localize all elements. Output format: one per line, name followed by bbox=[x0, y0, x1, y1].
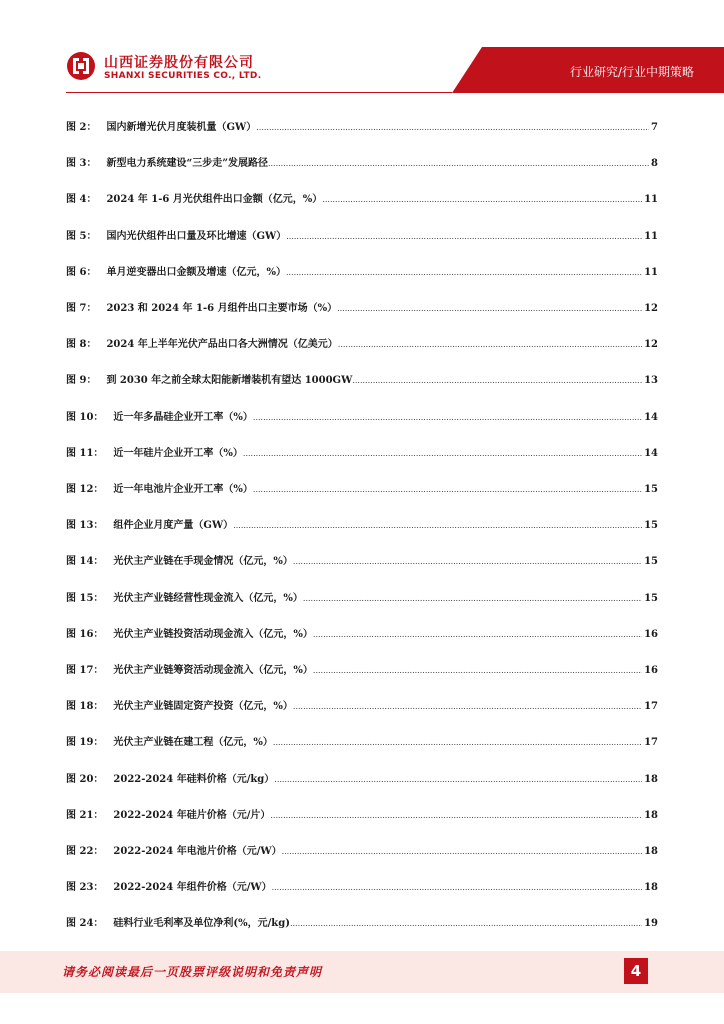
page-header bbox=[0, 0, 724, 100]
figure-title: 2022-2024 年硅料价格（元/kg） bbox=[113, 773, 275, 785]
dot-leader bbox=[233, 521, 642, 530]
toc-entry[interactable] bbox=[66, 299, 658, 319]
figure-number: 图 14： bbox=[66, 556, 104, 568]
figure-title: 到 2030 年之前全球太阳能新增装机有望达 1000GW bbox=[106, 375, 353, 387]
figure-number: 图 24： bbox=[66, 918, 104, 930]
figure-number: 图 4： bbox=[66, 194, 97, 206]
figure-number: 图 13： bbox=[66, 520, 104, 532]
figure-page-number: 8 bbox=[651, 158, 658, 170]
dot-leader bbox=[286, 268, 642, 277]
figure-title: 近一年多晶硅企业开工率（%） bbox=[113, 411, 253, 423]
toc-entry[interactable] bbox=[66, 878, 658, 898]
toc-entry[interactable] bbox=[66, 770, 658, 790]
toc-entry[interactable] bbox=[66, 227, 658, 247]
figure-page-number: 15 bbox=[644, 556, 658, 568]
figure-number: 图 12： bbox=[66, 484, 104, 495]
toc-entry[interactable] bbox=[66, 589, 658, 609]
dot-leader bbox=[313, 666, 642, 675]
toc-entry[interactable] bbox=[66, 154, 658, 174]
figure-page-number: 17 bbox=[644, 701, 658, 713]
figure-page-number: 13 bbox=[644, 375, 658, 387]
figure-number: 图 19： bbox=[66, 737, 104, 749]
dot-leader bbox=[293, 557, 642, 566]
figure-page-number: 15 bbox=[644, 592, 658, 604]
figure-page-number: 11 bbox=[644, 266, 658, 278]
figure-title: 新型电力系统建设“三步走”发展路径 bbox=[106, 158, 268, 170]
toc-entry[interactable] bbox=[66, 516, 658, 536]
toc-entry[interactable] bbox=[66, 914, 658, 934]
figure-number: 图 3： bbox=[66, 158, 97, 170]
dot-leader bbox=[322, 195, 642, 204]
dot-leader bbox=[313, 630, 642, 639]
dot-leader bbox=[337, 304, 642, 313]
dot-leader bbox=[253, 413, 642, 422]
toc-entry[interactable] bbox=[66, 335, 658, 355]
figure-number: 图 22： bbox=[66, 846, 104, 857]
figure-page-number: 12 bbox=[644, 339, 658, 351]
figure-title: 光伏主产业链在手现金情况（亿元，%） bbox=[113, 556, 293, 568]
company-name-cn: 山西证券股份有限公司 bbox=[104, 55, 254, 71]
figure-page-number: 18 bbox=[644, 846, 658, 857]
company-name-en: SHANXI SECURITIES CO., LTD. bbox=[104, 71, 262, 81]
toc-entry[interactable] bbox=[66, 118, 658, 138]
dot-leader bbox=[282, 847, 642, 856]
figure-number: 图 2： bbox=[66, 122, 97, 133]
figure-title: 光伏主产业链经营性现金流入（亿元，%） bbox=[113, 592, 303, 604]
dot-leader bbox=[243, 449, 642, 458]
page-number: 4 bbox=[624, 958, 648, 984]
figure-page-number: 11 bbox=[644, 194, 658, 206]
figure-title: 近一年硅片企业开工率（%） bbox=[113, 447, 243, 459]
toc-entry[interactable] bbox=[66, 806, 658, 826]
figure-title: 2022-2024 年组件价格（元/W） bbox=[113, 882, 272, 894]
figure-page-number: 12 bbox=[644, 303, 658, 314]
figure-title: 2024 年 1-6 月光伏组件出口金额（亿元，%） bbox=[106, 194, 323, 206]
dot-leader bbox=[352, 376, 642, 385]
figure-number: 图 17： bbox=[66, 665, 104, 676]
dot-leader bbox=[338, 340, 642, 349]
toc-entry[interactable] bbox=[66, 444, 658, 464]
figure-title: 单月逆变器出口金额及增速（亿元，%） bbox=[106, 266, 286, 278]
figure-number: 图 16： bbox=[66, 628, 104, 640]
figure-title: 2024 年上半年光伏产品出口各大洲情况（亿美元） bbox=[106, 339, 338, 351]
figure-title: 光伏主产业链投资活动现金流入（亿元，%） bbox=[113, 628, 313, 640]
figure-page-number: 18 bbox=[644, 773, 658, 785]
figure-page-number: 14 bbox=[644, 447, 658, 459]
figure-page-number: 7 bbox=[651, 122, 658, 133]
figure-title: 硅料行业毛利率及单位净利(%，元/kg) bbox=[113, 918, 290, 930]
toc-entry[interactable] bbox=[66, 190, 658, 210]
figure-number: 图 8： bbox=[66, 339, 97, 351]
figure-title: 光伏主产业链在建工程（亿元，%） bbox=[113, 737, 273, 749]
figure-title: 2022-2024 年电池片价格（元/W） bbox=[113, 846, 282, 857]
dot-leader bbox=[273, 738, 642, 747]
dot-leader bbox=[274, 775, 642, 784]
figure-page-number: 16 bbox=[644, 665, 658, 676]
toc-entry[interactable] bbox=[66, 697, 658, 717]
figure-page-number: 18 bbox=[644, 809, 658, 821]
figure-page-number: 11 bbox=[644, 230, 658, 242]
figure-title: 国内新增光伏月度装机量（GW） bbox=[106, 122, 257, 133]
figure-number: 图 11： bbox=[66, 447, 104, 459]
figure-page-number: 16 bbox=[644, 628, 658, 640]
toc-entry[interactable] bbox=[66, 408, 658, 428]
figure-number: 图 7： bbox=[66, 303, 97, 314]
toc-entry[interactable] bbox=[66, 480, 658, 500]
figure-number: 图 20： bbox=[66, 773, 104, 785]
dot-leader bbox=[293, 702, 642, 711]
figure-title: 2022-2024 年硅片价格（元/片） bbox=[113, 809, 271, 821]
figure-number: 图 5： bbox=[66, 230, 97, 242]
figure-number: 图 18： bbox=[66, 701, 104, 713]
figure-number: 图 9： bbox=[66, 375, 97, 387]
dot-leader bbox=[270, 811, 642, 820]
figure-number: 图 6： bbox=[66, 266, 97, 278]
toc-entry[interactable] bbox=[66, 733, 658, 753]
figure-title: 组件企业月度产量（GW） bbox=[113, 520, 234, 532]
figure-number: 图 21： bbox=[66, 809, 104, 821]
dot-leader bbox=[268, 159, 649, 168]
figure-title: 光伏主产业链固定资产投资（亿元，%） bbox=[113, 701, 293, 713]
dot-leader bbox=[290, 919, 642, 928]
figure-number: 图 15： bbox=[66, 592, 104, 604]
dot-leader bbox=[286, 232, 642, 241]
figure-page-number: 17 bbox=[644, 737, 658, 749]
figure-number: 图 23： bbox=[66, 882, 104, 894]
figure-page-number: 18 bbox=[644, 882, 658, 894]
figure-page-number: 15 bbox=[644, 520, 658, 532]
figure-number: 图 10： bbox=[66, 411, 104, 423]
toc-entry[interactable] bbox=[66, 661, 658, 681]
dot-leader bbox=[256, 123, 649, 132]
figure-page-number: 14 bbox=[644, 411, 658, 423]
toc-entry[interactable] bbox=[66, 842, 658, 862]
figure-page-number: 19 bbox=[644, 918, 658, 930]
dot-leader bbox=[253, 485, 642, 494]
figure-page-number: 15 bbox=[644, 484, 658, 495]
toc-entry[interactable] bbox=[66, 625, 658, 645]
footer-disclaimer: 请务必阅读最后一页股票评级说明和免责声明 bbox=[62, 965, 323, 979]
dot-leader bbox=[303, 594, 642, 603]
figure-title: 2023 和 2024 年 1-6 月组件出口主要市场（%） bbox=[106, 303, 338, 314]
figure-title: 光伏主产业链筹资活动现金流入（亿元，%） bbox=[113, 665, 313, 676]
section-label: 行业研究/行业中期策略 bbox=[569, 65, 694, 79]
toc-entry[interactable] bbox=[66, 552, 658, 572]
toc-entry[interactable] bbox=[66, 263, 658, 283]
toc-entry[interactable] bbox=[66, 371, 658, 391]
figure-title: 国内光伏组件出口量及环比增速（GW） bbox=[106, 230, 287, 242]
figure-title: 近一年电池片企业开工率（%） bbox=[113, 484, 253, 495]
dot-leader bbox=[272, 883, 642, 892]
